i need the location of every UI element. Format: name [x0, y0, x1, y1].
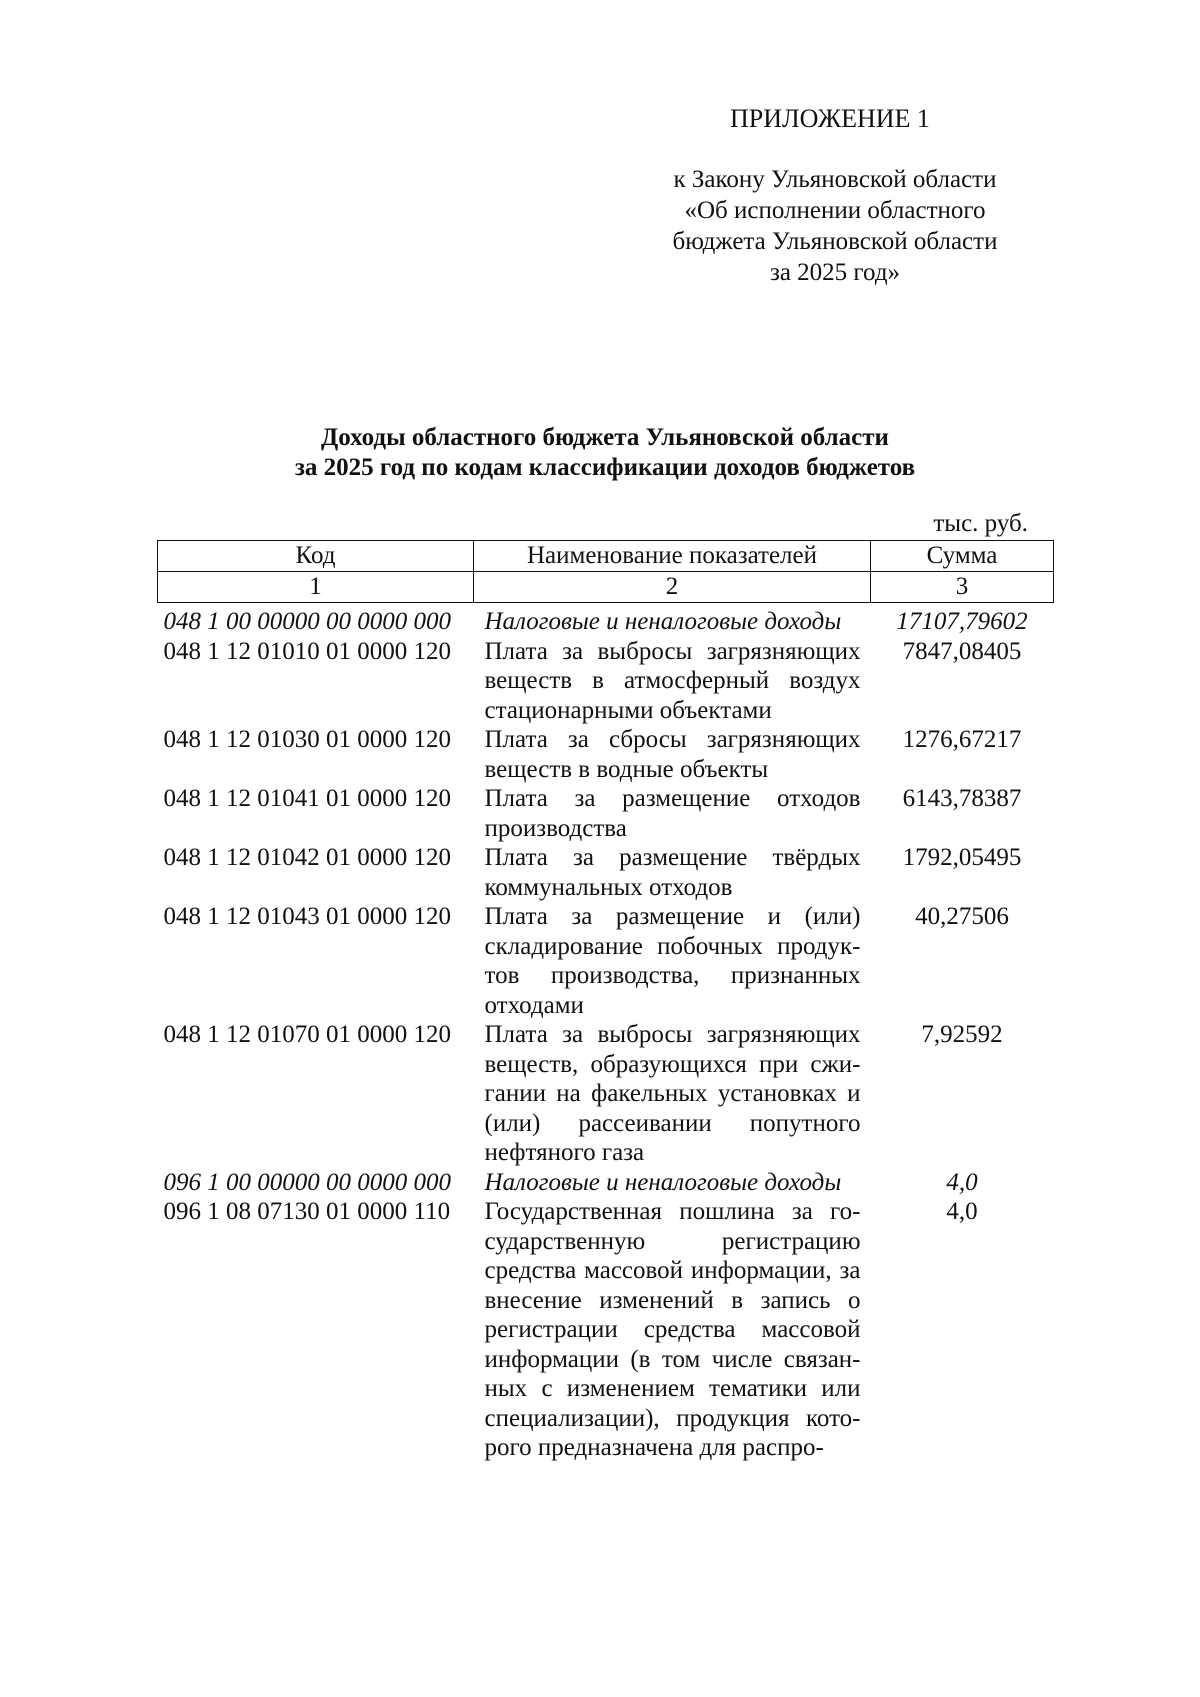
row-name: Налоговые и неналоговые доходы [484, 1168, 842, 1196]
law-reference-line: за 2025 год» [769, 259, 901, 286]
document-title [150, 423, 1060, 483]
table-row [158, 1197, 1054, 1463]
row-code: 048 1 12 01070 01 0000 120 [163, 1021, 451, 1048]
law-reference-line: бюджета Ульяновской области [672, 228, 998, 255]
column-number: 1 [158, 572, 474, 603]
row-sum: 1276,67217 [902, 726, 1022, 753]
row-name: Государственная пошлина за го-сударственную регистрацию средства массовой информации, за внесение изменений в запись о регистрации средства массовой информации (в том числе связан-ных с изменением тематики или специализации), продукция кото-рого предназначена для распро- [484, 1198, 861, 1461]
row-name: Плата за размещение и (или) складирование побочных продук-тов производства, признанных отходами [484, 903, 861, 1019]
row-name: Плата за сбросы загрязняющих веществ в водные объекты [484, 726, 861, 783]
row-sum: 4,0 [946, 1198, 978, 1225]
row-name: Плата за выбросы загрязняющих веществ, образующихся при сжи-гании на факельных установках и (или) рассеивании попутного нефтяного газа [484, 1021, 861, 1166]
income-table [157, 540, 1054, 1463]
row-name: Плата за размещение отходов производства [484, 785, 861, 842]
appendix-title: ПРИЛОЖЕНИЕ 1 [730, 104, 930, 133]
table-header-row [158, 541, 1054, 572]
table-row [158, 603, 1054, 637]
row-code: 048 1 12 01030 01 0000 120 [163, 726, 451, 753]
row-code: 048 1 12 01043 01 0000 120 [163, 903, 451, 930]
row-code: 048 1 12 01010 01 0000 120 [163, 637, 451, 665]
law-reference [650, 164, 1020, 288]
row-name: Плата за размещение твёрдых коммунальных отходов [484, 844, 861, 901]
row-code: 048 1 12 01042 01 0000 120 [163, 844, 451, 871]
row-sum: 7847,08405 [902, 637, 1022, 665]
row-sum: 40,27506 [915, 903, 1009, 930]
row-code: 048 1 00 00000 00 0000 000 [163, 608, 451, 635]
row-sum: 7,92592 [921, 1021, 1003, 1048]
table-row [158, 637, 1054, 726]
row-sum: 6143,78387 [902, 785, 1022, 812]
table-row [158, 784, 1054, 843]
row-name: Налоговые и неналоговые доходы [484, 608, 842, 635]
table-row [158, 1168, 1054, 1198]
row-name: Плата за выбросы загрязняющих веществ в атмосферный воздух стационарными объектами [484, 637, 861, 724]
law-reference-line: к Закону Ульяновской области [673, 166, 997, 193]
column-number: 3 [871, 572, 1054, 603]
column-number: 2 [474, 572, 871, 603]
row-code: 096 1 00 00000 00 0000 000 [163, 1168, 451, 1196]
row-sum: 4,0 [946, 1168, 978, 1196]
table-row [158, 1020, 1054, 1168]
column-header-sum: Сумма [871, 541, 1054, 572]
law-reference-line: «Об исполнении областного [684, 197, 986, 224]
column-header-code: Код [158, 541, 474, 572]
document-title-line: за 2025 год по кодам классификации доходов бюджетов [294, 454, 916, 481]
row-sum: 17107,79602 [896, 608, 1028, 635]
column-header-name: Наименование показателей [474, 541, 871, 572]
units-label: тыс. руб. [933, 510, 1028, 537]
row-sum: 1792,05495 [902, 844, 1022, 871]
table-row [158, 843, 1054, 902]
table-row [158, 902, 1054, 1020]
document-title-line: Доходы областного бюджета Ульяновской области [321, 424, 889, 451]
column-number-row [158, 572, 1054, 603]
table-row [158, 725, 1054, 784]
row-code: 048 1 12 01041 01 0000 120 [163, 785, 451, 812]
row-code: 096 1 08 07130 01 0000 110 [163, 1198, 451, 1225]
